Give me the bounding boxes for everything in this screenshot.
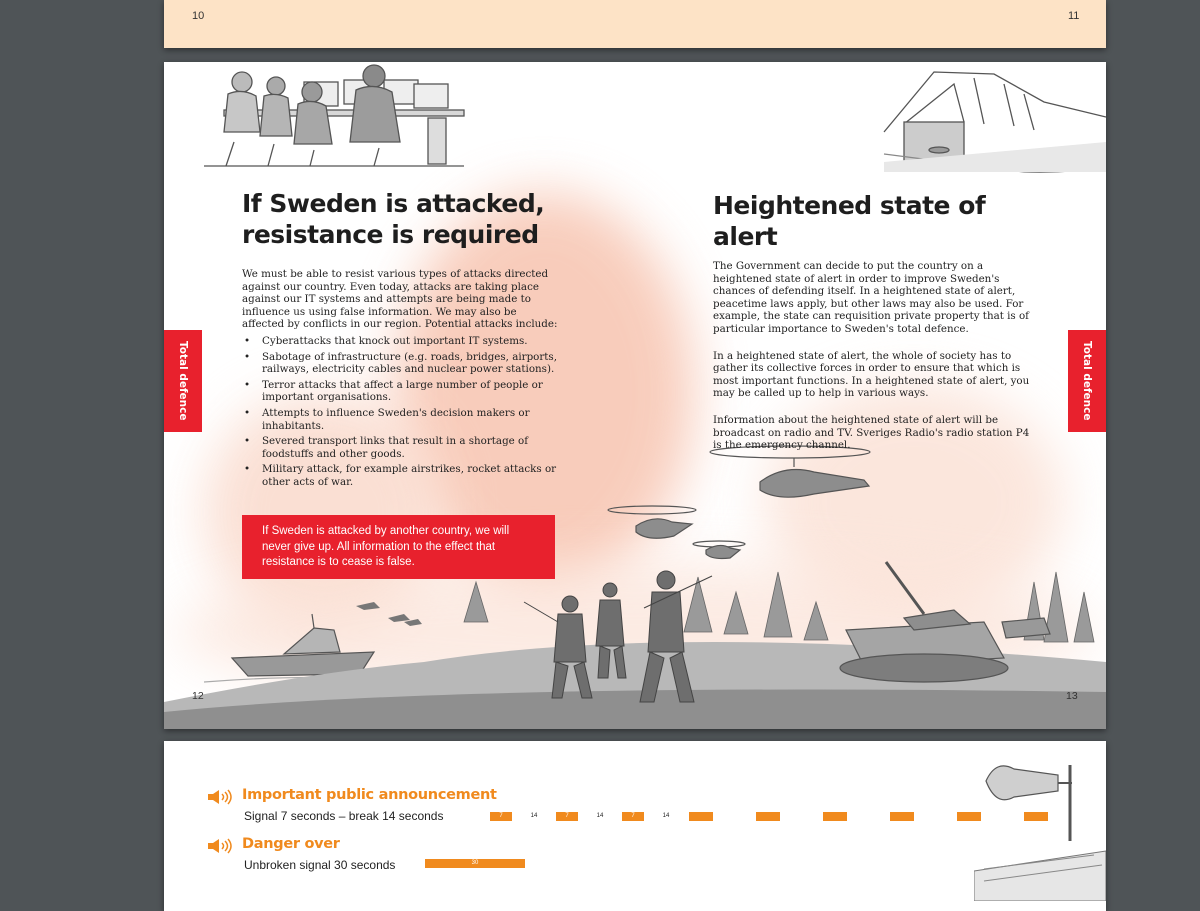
list-item: • Cyberattacks that knock out important IT systems. bbox=[242, 335, 558, 348]
signal-segment bbox=[1024, 812, 1048, 821]
signal-segment: 7 bbox=[556, 812, 578, 821]
announcement-description: Signal 7 seconds – break 14 seconds bbox=[244, 809, 444, 823]
paragraph: The Government can decide to put the country on a heightened state of alert in order to improve Sweden's chances of defending itself. In a heightened state of alert, peacetime laws apply, but other laws may also be used. For example, the state can requisition private property that is of particular importance to Sweden's total defence. bbox=[713, 260, 1029, 335]
attack-types-list bbox=[242, 335, 558, 489]
right-page-heading: Heightened state of alert bbox=[713, 191, 986, 251]
left-page-content bbox=[242, 188, 558, 492]
signal-segment bbox=[689, 812, 713, 821]
danger-over-title: Danger over bbox=[242, 836, 340, 852]
list-item: • Severed transport links that result in a shortage of foodstuffs and other goods. bbox=[242, 435, 558, 460]
megaphone-illustration bbox=[974, 751, 1106, 901]
list-item: • Sabotage of infrastructure (e.g. roads, bridges, airports, railways, electricity cables and nuclear power stations). bbox=[242, 351, 558, 376]
signal-segment bbox=[890, 812, 914, 821]
helicopter-illustration bbox=[608, 446, 870, 559]
page-number-11: 11 bbox=[1068, 10, 1080, 22]
next-spread bbox=[164, 741, 1106, 911]
signal-break: 14 bbox=[662, 813, 670, 819]
bridge-illustration bbox=[884, 72, 1106, 172]
signal-segment bbox=[957, 812, 981, 821]
page-number-13: 13 bbox=[1066, 690, 1078, 702]
page-number-10: 10 bbox=[192, 10, 205, 22]
signal-segment bbox=[823, 812, 847, 821]
paragraph: In a heightened state of alert, the whole of society has to gather its collective forces in order to ensure that which is most important functions. In a heightened state of alert, you may be called up to help in various ways. bbox=[713, 349, 1030, 400]
current-spread bbox=[164, 62, 1106, 729]
jets-illustration bbox=[356, 602, 422, 626]
list-item: • Military attack, for example airstrikes, rocket attacks or other acts of war. bbox=[242, 463, 558, 488]
speaker-icon bbox=[208, 789, 234, 805]
unbroken-signal-bar: 30 bbox=[425, 859, 525, 868]
resistance-callout: If Sweden is attacked by another country, we will never give up. All information to the effect that resistance is to cease is false. bbox=[242, 515, 555, 579]
signal-segment: 7 bbox=[622, 812, 644, 821]
hackers-illustration bbox=[204, 65, 464, 166]
total-defence-tab-left: Total defence bbox=[164, 330, 202, 432]
list-item: • Terror attacks that affect a large number of people or important organisations. bbox=[242, 379, 558, 404]
signal-segment bbox=[756, 812, 780, 821]
announcement-title: Important public announcement bbox=[242, 787, 497, 803]
paragraph: Information about the heightened state of alert will be broadcast on radio and TV. Sveriges Radio's radio station P4 is the emergency channel. bbox=[713, 413, 1030, 452]
danger-over-description: Unbroken signal 30 seconds bbox=[244, 858, 396, 872]
signal-break: 14 bbox=[530, 813, 538, 819]
total-defence-tab-right: Total defence bbox=[1068, 330, 1106, 432]
list-item: • Attempts to influence Sweden's decision makers or inhabitants. bbox=[242, 407, 558, 432]
signal-break: 14 bbox=[596, 813, 604, 819]
speaker-icon bbox=[208, 838, 234, 854]
intro-paragraph: We must be able to resist various types of attacks directed against our country. Even today, attacks are taking place against our IT systems and attempts are being made to influence us using false information. We may also be affected by conflicts in our region. Potential attacks include: bbox=[242, 268, 558, 331]
page-number-12: 12 bbox=[192, 690, 204, 702]
signal-segment: 7 bbox=[490, 812, 512, 821]
right-page-content bbox=[713, 190, 1031, 452]
left-page-heading: If Sweden is attacked, resistance is required bbox=[242, 189, 545, 249]
previous-spread bbox=[164, 0, 1106, 48]
